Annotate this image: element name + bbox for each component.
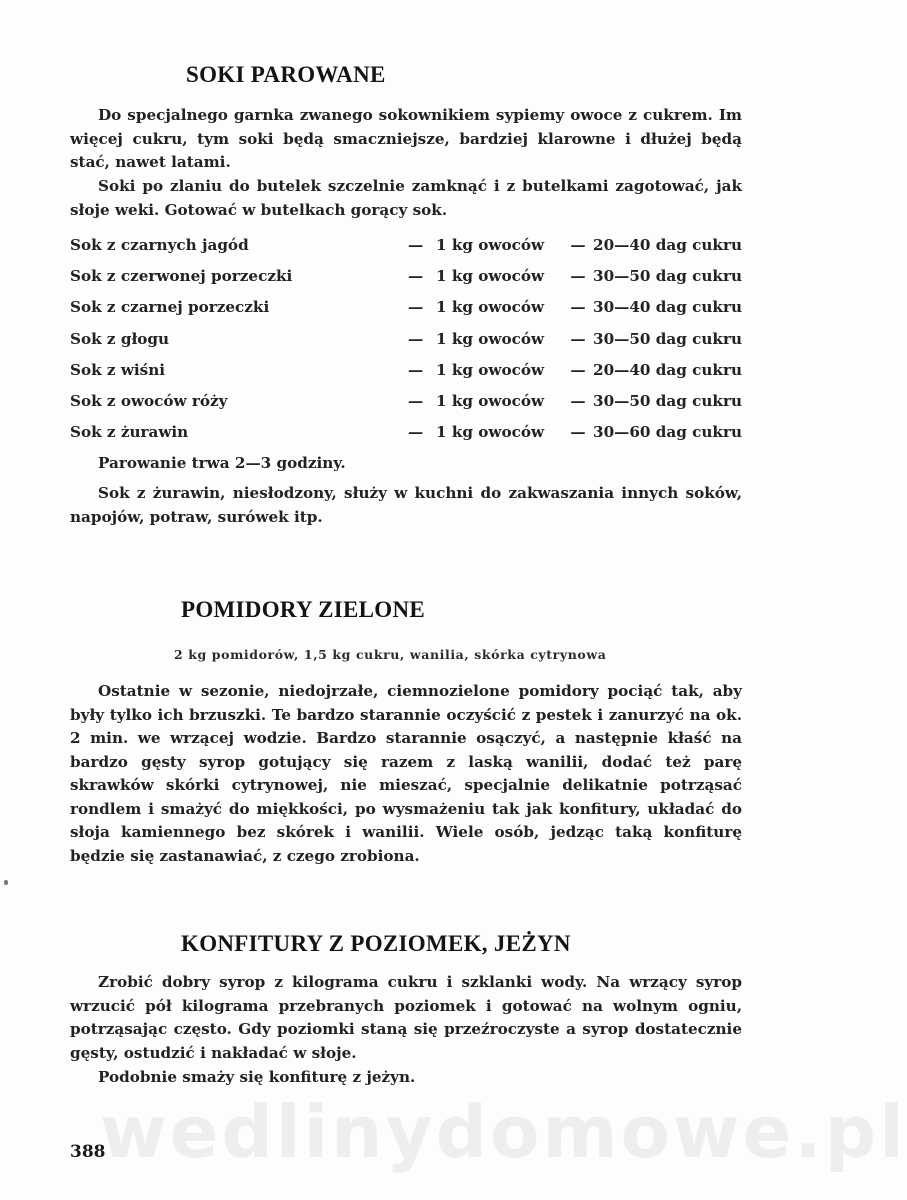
juice-fruit-amount: 1 kg owoców: [436, 266, 545, 285]
juice-dash: —: [408, 298, 424, 317]
juice-fruit-amount: 1 kg owoców: [436, 360, 545, 379]
juice-row: [70, 323, 742, 354]
juice-sugar-amount: 30—50 dag cukru: [593, 329, 742, 348]
juice-dash: —: [408, 423, 424, 442]
juice-row: [70, 260, 742, 291]
juice-name: Sok z czerwonej porzeczki: [70, 266, 293, 285]
juice-fruit-amount: 1 kg owoców: [436, 298, 545, 317]
cranberry-note-text: Sok z żurawin, niesłodzony, służy w kuchni do zakwaszania innych soków, napojów, potraw, surówek itp.: [70, 484, 742, 526]
intro-text: Do specjalnego garnka zwanego sokownikiem sypiemy owoce z cukrem. Im więcej cukru, tym soki będą smaczniejsze, bardziej klarowne i dłużej będą stać, nawet latami.: [70, 106, 742, 171]
juice-row: [70, 354, 742, 385]
juice-fruit-amount: 1 kg owoców: [436, 329, 545, 348]
juice-dash: —: [408, 235, 424, 254]
bottling-text: Soki po zlaniu do butelek szczelnie zamknąć i z butelkami zagotować, jak słoje weki. Gotować w butelkach gorący sok.: [70, 177, 742, 219]
ingredients-line: 2 kg pomidorów, 1,5 kg cukru, wanilia, skórka cytrynowa: [174, 647, 607, 662]
juice-dash: —: [570, 235, 586, 254]
print-speck: [4, 880, 8, 885]
juice-name: Sok z wiśni: [70, 360, 166, 379]
preserves-recipe-paragraph: [70, 971, 742, 1065]
steaming-time-paragraph: [70, 452, 742, 476]
juice-sugar-amount: 30—60 dag cukru: [593, 423, 742, 442]
juice-sugar-amount: 30—50 dag cukru: [593, 266, 742, 285]
section-title-konfitury: KONFITURY Z POZIOMEK, JEŻYN: [181, 931, 571, 956]
juice-dash: —: [408, 266, 424, 285]
juice-dash: —: [570, 298, 586, 317]
juice-dash: —: [570, 266, 586, 285]
juice-dash: —: [408, 392, 424, 411]
juice-row: [70, 385, 742, 416]
steaming-time-text: Parowanie trwa 2—3 godziny.: [98, 454, 346, 472]
tomato-recipe-text: Ostatnie w sezonie, niedojrzałe, ciemnozielone pomidory pociąć tak, aby były tylko ich brzuszki. Te bardzo starannie oczyścić z pestek i zanurzyć na ok. 2 min. we wrzącej wodzie. Bardzo starannie osączyć, a następnie kłaść na bardzo gęsty syrop gotujący się razem z laską wanilii, dodać też parę skrawków skórki cytrynowej, nie mieszać, specjalnie delikatnie potrząsać rondlem i smażyć do miękkości, po wysmażeniu tak jak konfitury, układać do słoja kamiennego bez skórek i wanilii. Wiele osób, jedząc taką konfiturę będzie się zastanawiać, z czego zrobiona.: [70, 682, 742, 865]
juice-sugar-amount: 20—40 dag cukru: [593, 360, 742, 379]
blackberry-note-text: Podobnie smaży się konfiturę z jeżyn.: [98, 1068, 416, 1086]
juice-row: [70, 417, 742, 448]
juice-dash: —: [570, 423, 586, 442]
juice-table: [70, 229, 742, 448]
juice-sugar-amount: 30—40 dag cukru: [593, 298, 742, 317]
juice-fruit-amount: 1 kg owoców: [436, 392, 545, 411]
juice-row: [70, 292, 742, 323]
intro-paragraph: [70, 104, 742, 175]
tomato-recipe-paragraph: [70, 680, 742, 868]
preserves-recipe-text: Zrobić dobry syrop z kilograma cukru i szklanki wody. Na wrzący syrop wrzucić pół kilograma przebranych poziomek i gotować na wolnym ogniu, potrząsając często. Gdy poziomki staną się przeźroczyste a syrop dostatecznie gęsty, ostudzić i nakładać w słoje.: [70, 973, 742, 1062]
page-number: 388: [70, 1142, 106, 1162]
juice-dash: —: [408, 329, 424, 348]
bottling-paragraph: [70, 175, 742, 222]
juice-name: Sok z czarnych jagód: [70, 235, 249, 254]
cranberry-note-paragraph: [70, 482, 742, 529]
juice-sugar-amount: 30—50 dag cukru: [593, 392, 742, 411]
juice-row: [70, 229, 742, 260]
juice-name: Sok z czarnej porzeczki: [70, 298, 270, 317]
juice-name: Sok z owoców róży: [70, 392, 228, 411]
section-title-soki-parowane: SOKI PAROWANE: [186, 62, 386, 87]
watermark-text: wedlinydomowe.pl: [100, 1090, 907, 1174]
juice-sugar-amount: 20—40 dag cukru: [593, 235, 742, 254]
juice-dash: —: [570, 329, 586, 348]
juice-dash: —: [408, 360, 424, 379]
juice-dash: —: [570, 392, 586, 411]
juice-fruit-amount: 1 kg owoców: [436, 235, 545, 254]
juice-fruit-amount: 1 kg owoców: [436, 423, 545, 442]
blackberry-note-paragraph: [70, 1066, 742, 1090]
juice-dash: —: [570, 360, 586, 379]
juice-name: Sok z żurawin: [70, 423, 189, 442]
section-title-pomidory-zielone: POMIDORY ZIELONE: [181, 597, 426, 622]
juice-name: Sok z głogu: [70, 329, 170, 348]
